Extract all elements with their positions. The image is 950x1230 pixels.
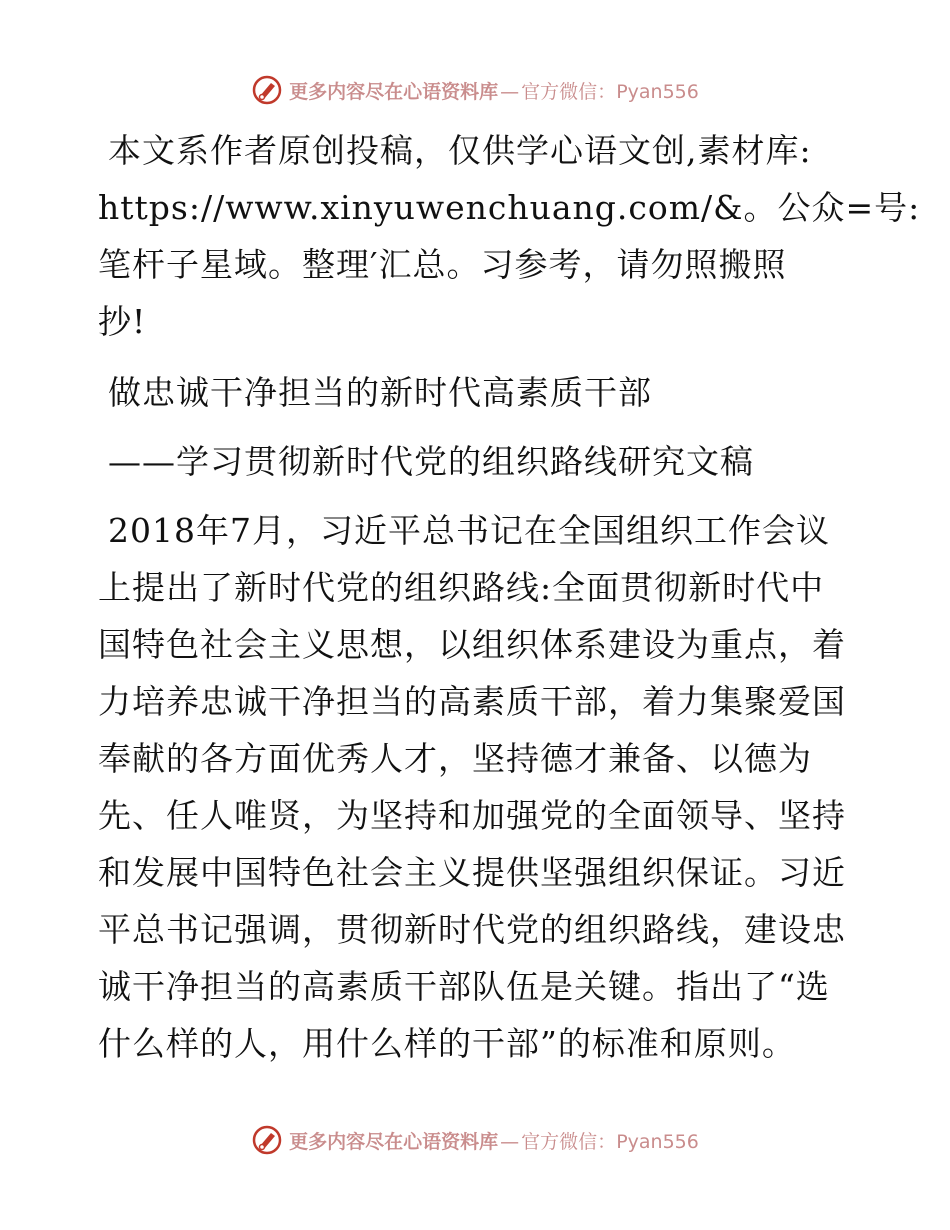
watermark-official: 官方微信： xyxy=(521,1130,617,1153)
body-line: 国特色社会主义思想，以组织体系建设为重点，着 xyxy=(98,625,846,664)
document-body xyxy=(98,122,921,1072)
brand-logo-icon xyxy=(251,74,283,106)
watermark-separator: — xyxy=(500,80,520,103)
body-line: 2018年7月，习近平总书记在全国组织工作会议 xyxy=(108,511,830,550)
document-title: 做忠诚干净担当的新时代高素质干部 xyxy=(108,373,652,412)
body-line: 先、任人唯贤，为坚持和加强党的全面领导、坚持 xyxy=(98,796,846,835)
watermark-main: 更多内容尽在心语资料库 xyxy=(289,1130,499,1153)
watermark-wechat-id: Pyan556 xyxy=(616,80,699,103)
watermark-official: 官方微信： xyxy=(521,80,617,103)
body-line: 平总书记强调，贯彻新时代党的组织路线，建设忠 xyxy=(98,910,846,949)
body-line: 诚干净担当的高素质干部队伍是关键。指出了“选 xyxy=(98,967,830,1006)
intro-line: 本文系作者原创投稿，仅供学心语文创,素材库: xyxy=(108,131,812,170)
watermark-text xyxy=(289,77,699,104)
footer-watermark xyxy=(0,1120,950,1160)
watermark-wechat-id: Pyan556 xyxy=(616,1130,699,1153)
watermark-main: 更多内容尽在心语资料库 xyxy=(289,80,499,103)
body-line: 上提出了新时代党的组织路线:全面贯彻新时代中 xyxy=(98,568,825,607)
body-line: 奉献的各方面优秀人才，坚持德才兼备、以德为 xyxy=(98,739,812,778)
intro-line: 笔杆子星域。整理′汇总。习参考，请勿照搬照 xyxy=(98,245,787,284)
watermark-separator: — xyxy=(500,1130,520,1153)
watermark-text xyxy=(289,1127,699,1154)
brand-logo-icon xyxy=(251,1124,283,1156)
body-line: 和发展中国特色社会主义提供坚强组织保证。习近 xyxy=(98,853,846,892)
header-watermark xyxy=(0,70,950,110)
intro-line: https://www.xinyuwenchuang.com/&。公众=号: xyxy=(98,188,921,227)
intro-line: 抄! xyxy=(98,302,147,341)
body-line: 力培养忠诚干净担当的高素质干部，着力集聚爱国 xyxy=(98,682,846,721)
document-subtitle: ——学习贯彻新时代党的组织路线研究文稿 xyxy=(108,442,754,481)
body-line: 什么样的人，用什么样的干部”的标准和原则。 xyxy=(98,1024,796,1063)
